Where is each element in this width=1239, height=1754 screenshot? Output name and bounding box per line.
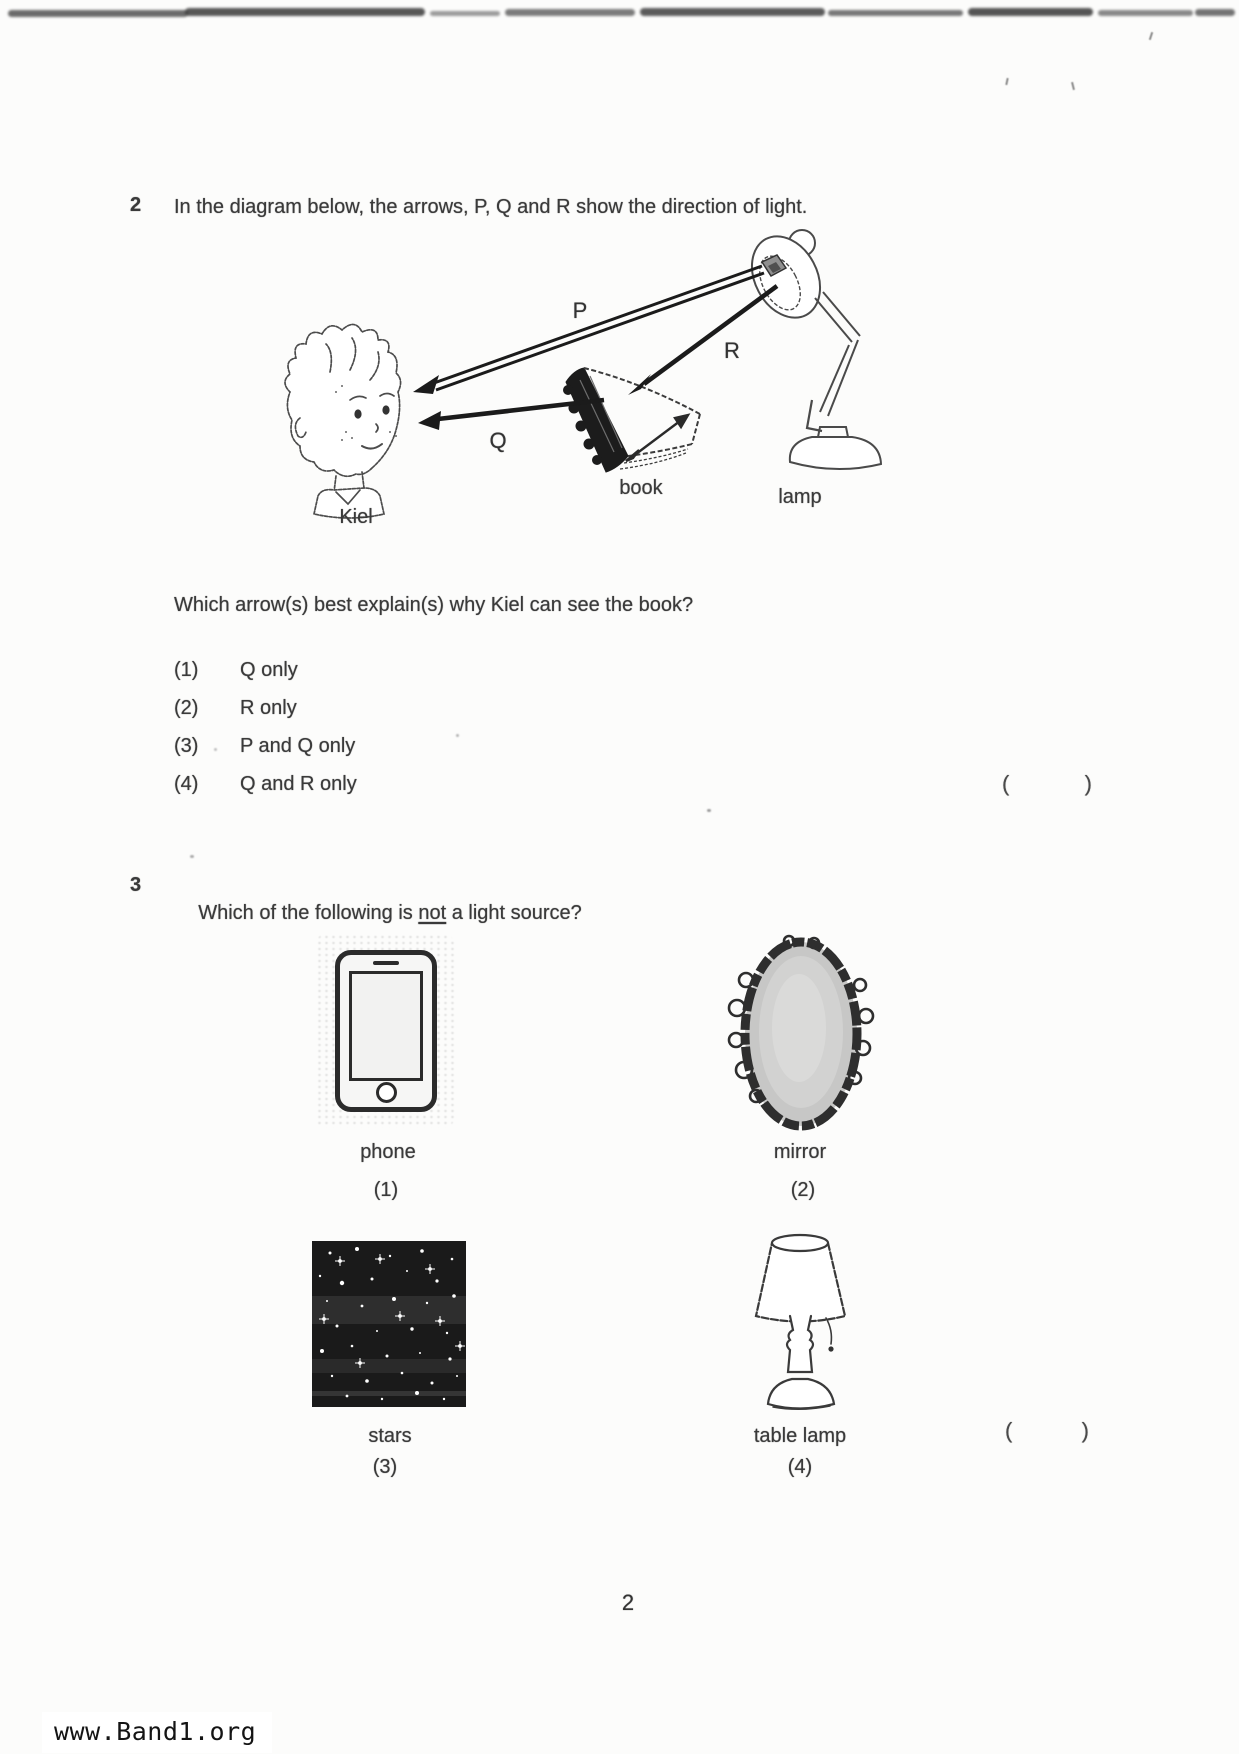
option-4-text: Q and R only <box>240 773 357 795</box>
scan-speck <box>707 809 711 812</box>
question2-number: 2 <box>130 194 142 216</box>
option-row-3 <box>0 735 1239 761</box>
phone-screen <box>349 971 423 1081</box>
choice-table-lamp-number: (4) <box>787 1456 813 1478</box>
choice-phone-label: phone <box>360 1141 416 1163</box>
scan-speck <box>1005 78 1008 85</box>
arrow-p <box>413 266 764 394</box>
option-row-1 <box>0 659 1239 685</box>
option-2-number: (2) <box>174 697 199 719</box>
phone-home-button <box>376 1082 397 1103</box>
question2-answer-bracket <box>1002 771 1092 797</box>
choice-stars-label: stars <box>368 1425 412 1447</box>
page-number: 2 <box>621 1590 635 1615</box>
choice-mirror-label: mirror <box>773 1141 827 1163</box>
option-row-2 <box>0 697 1239 723</box>
choice-phone-number: (1) <box>373 1179 399 1201</box>
table-lamp-image <box>745 1225 855 1415</box>
kiel-label: Kiel <box>339 506 373 528</box>
choice-table-lamp-label: table lamp <box>753 1425 847 1447</box>
question2-prompt: In the diagram below, the arrows, P, Q and R show the direction of light. <box>174 196 808 218</box>
option-3-number: (3) <box>174 735 199 757</box>
choice-stars-number: (3) <box>372 1456 398 1478</box>
option-3-text: P and Q only <box>240 735 356 757</box>
phone-image <box>335 950 437 1112</box>
mirror-image <box>725 930 880 1135</box>
scan-speck <box>190 855 194 858</box>
question3-prompt-before: Which of the following is <box>198 902 419 924</box>
book-edge-arrow <box>626 415 688 461</box>
choice-mirror-number: (2) <box>790 1179 816 1201</box>
question3-prompt-after: a light source? <box>446 902 582 924</box>
book-label: book <box>619 477 663 499</box>
watermark: www.Band1.org <box>42 1712 272 1753</box>
bracket-close: ) <box>1081 1418 1089 1443</box>
lamp-label: lamp <box>778 486 822 508</box>
phone-speaker <box>373 961 399 965</box>
question3-number: 3 <box>130 874 142 896</box>
arrow-r-label: R <box>724 338 740 363</box>
scan-speck <box>1071 82 1075 90</box>
bracket-close: ) <box>1084 771 1092 796</box>
arrow-r <box>628 286 777 395</box>
desk-lamp-figure <box>738 224 881 469</box>
option-4-number: (4) <box>174 773 199 795</box>
option-1-number: (1) <box>174 659 199 681</box>
kiel-figure <box>285 324 401 518</box>
option-2-text: R only <box>240 697 297 719</box>
option-1-text: Q only <box>240 659 298 681</box>
arrow-p-label: P <box>572 298 588 323</box>
bracket-open: ( <box>1002 771 1010 796</box>
scan-artifact-band <box>0 4 1239 22</box>
scan-speck <box>1149 32 1153 40</box>
book-figure <box>563 368 700 472</box>
arrow-q-label: Q <box>489 428 507 453</box>
question2-stem: Which arrow(s) best explain(s) why Kiel can see the book? <box>174 594 694 616</box>
bracket-open: ( <box>1005 1418 1013 1443</box>
stars-image <box>312 1241 466 1407</box>
question3-answer-bracket <box>1005 1418 1089 1444</box>
question3-prompt-not: not <box>418 902 447 924</box>
light-ray-diagram <box>250 200 910 530</box>
